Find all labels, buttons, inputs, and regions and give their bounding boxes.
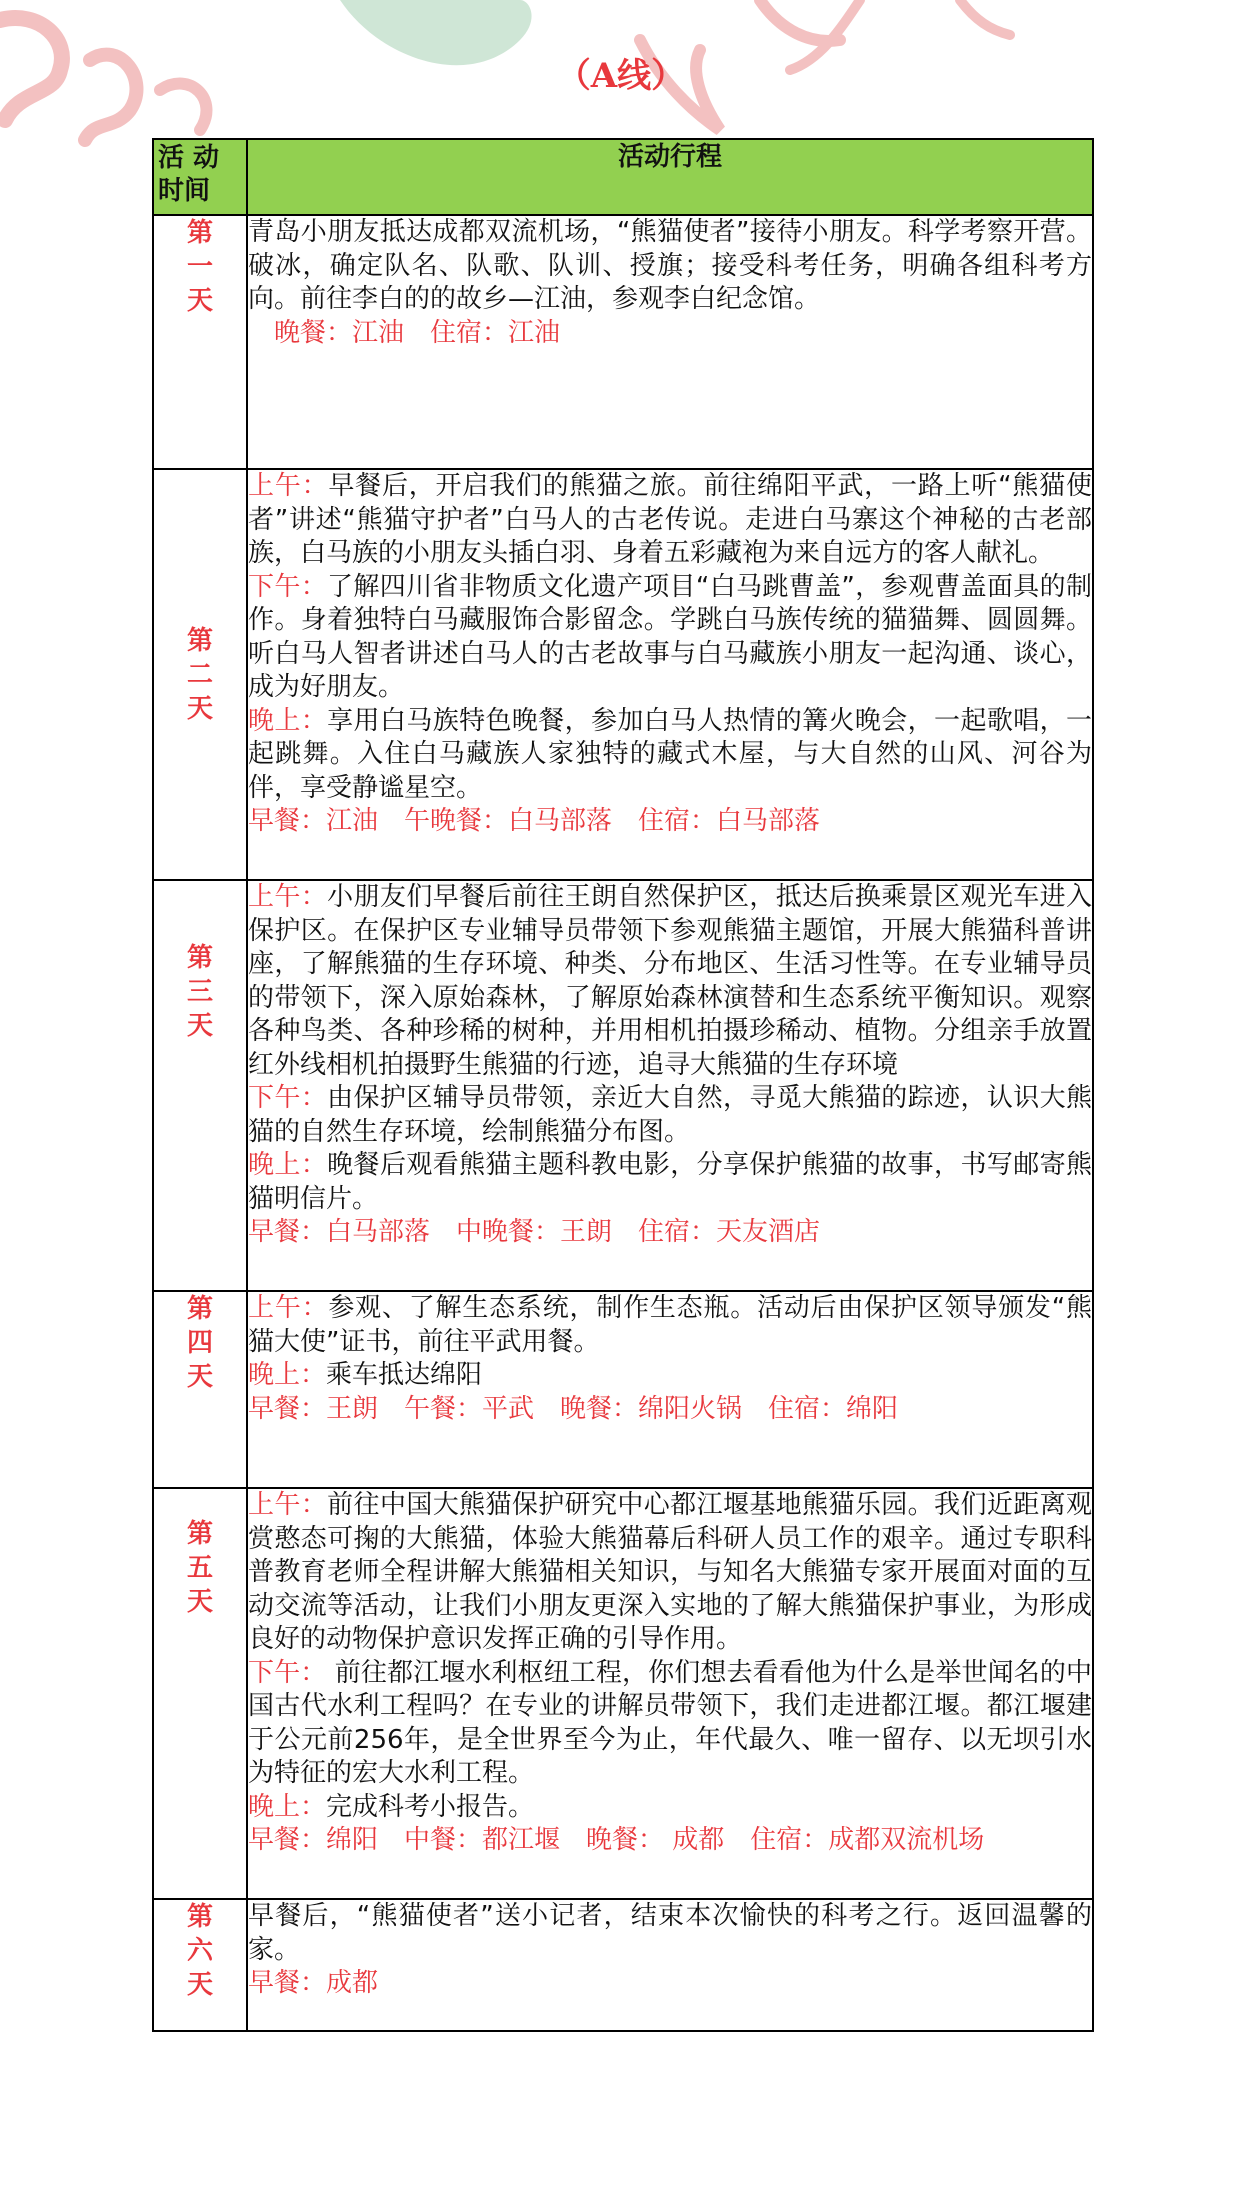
meal-info: 早餐：白马部落 中晚餐：王朗 住宿：天友酒店 [248,1217,821,1247]
day-label: 第 六 天 [153,1899,247,2031]
table-row [153,1899,1093,2031]
day-label: 第 三 天 [153,880,247,1291]
day-label: 第 五 天 [153,1488,247,1899]
day-label: 第 一 天 [153,215,247,469]
table-row [153,1291,1093,1488]
day-content: 上午：前往中国大熊猫保护研究中心都江堰基地熊猫乐园。我们近距离观赏憨态可掬的大熊猫，体验大熊猫幕后科研人员工作的艰辛。通过专职科普教育老师全程讲解大熊猫相关知识，与知名大熊猫专家开展面对面的互动交流等活动，让我们小朋友更深入实地的了解大熊猫保护事业，为形成良好的动物保护意识发挥正确的引导作用。 下午： 前往都江堰水利枢纽工程，你们想去看看他为什么是举世闻名的中国古代水利工程吗？在专业的讲解员带领下，我们走进都江堰。都江堰建于公元前256年，是全世界至今为止，年代最久、唯一留存、以无坝引水为特征的宏大水利工程。 晚上：完成科考小报告。 早餐：绵阳 中餐：都江堰 晚餐： 成都 住宿：成都双流机场 [247,1488,1093,1899]
day-content: 上午：参观、了解生态系统，制作生态瓶。活动后由保护区领导颁发“熊猫大使”证书，前往平武用餐。 晚上：乘车抵达绵阳 早餐：王朗 午餐：平武 晚餐：绵阳火锅 住宿：绵阳 [247,1291,1093,1488]
table-row [153,1488,1093,1899]
table-row [153,469,1093,880]
day-content: 上午：早餐后，开启我们的熊猫之旅。前往绵阳平武，一路上听“熊猫使者”讲述“熊猫守护者”白马人的古老传说。走进白马寨这个神秘的古老部族，白马族的小朋友头插白羽、身着五彩藏袍为来自远方的客人献礼。 下午：了解四川省非物质文化遗产项目“白马跳曹盖”，参观曹盖面具的制作。身着独特白马藏服饰合影留念。学跳白马族传统的猫猫舞、圆圆舞。听白马人智者讲述白马人的古老故事与白马藏族小朋友一起沟通、谈心，成为好朋友。 晚上：享用白马族特色晚餐，参加白马人热情的篝火晚会，一起歌唱，一起跳舞。入住白马藏族人家独特的藏式木屋，与大自然的山风、河谷为伴，享受静谧星空。 早餐：江油 午晚餐：白马部落 住宿：白马部落 [247,469,1093,880]
header-itinerary: 活动行程 [247,139,1093,215]
meal-info: 早餐：江油 午晚餐：白马部落 住宿：白马部落 [248,806,821,836]
day-label: 第 二 天 [153,469,247,880]
itinerary-table [152,138,1094,2032]
header-time: 活 动时间 [153,139,247,215]
meal-info: 早餐：绵阳 中餐：都江堰 晚餐： 成都 住宿：成都双流机场 [248,1825,985,1855]
page-title: （A线） [556,56,686,96]
table-row [153,215,1093,469]
table-row [153,880,1093,1291]
day-content: 青岛小朋友抵达成都双流机场，“熊猫使者”接待小朋友。科学考察开营。破冰，确定队名、队歌、队训、授旗；接受科考任务，明确各组科考方向。前往李白的的故乡—江油，参观李白纪念馆。 晚餐：江油 住宿：江油 [247,215,1093,469]
day-content: 上午：小朋友们早餐后前往王朗自然保护区，抵达后换乘景区观光车进入保护区。在保护区专业辅导员带领下参观熊猫主题馆，开展大熊猫科普讲座，了解熊猫的生存环境、种类、分布地区、生活习性等。在专业辅导员的带领下，深入原始森林，了解原始森林演替和生态系统平衡知识。观察各种鸟类、各种珍稀的树种，并用相机拍摄珍稀动、植物。分组亲手放置红外线相机拍摄野生熊猫的行迹，追寻大熊猫的生存环境 下午：由保护区辅导员带领，亲近大自然，寻觅大熊猫的踪迹，认识大熊猫的自然生存环境，绘制熊猫分布图。 晚上：晚餐后观看熊猫主题科教电影，分享保护熊猫的故事，书写邮寄熊猫明信片。 早餐：白马部落 中晚餐：王朗 住宿：天友酒店 [247,880,1093,1291]
meal-info: 晚餐：江油 住宿：江油 [248,317,561,348]
meal-info: 早餐：成都 [248,1968,379,1998]
day-content: 早餐后，“熊猫使者”送小记者，结束本次愉快的科考之行。返回温馨的家。 早餐：成都 [247,1899,1093,2031]
meal-info: 早餐：王朗 午餐：平武 晚餐：绵阳火锅 住宿：绵阳 [248,1393,899,1424]
table-header-row [153,139,1093,215]
day-label: 第 四 天 [153,1291,247,1488]
